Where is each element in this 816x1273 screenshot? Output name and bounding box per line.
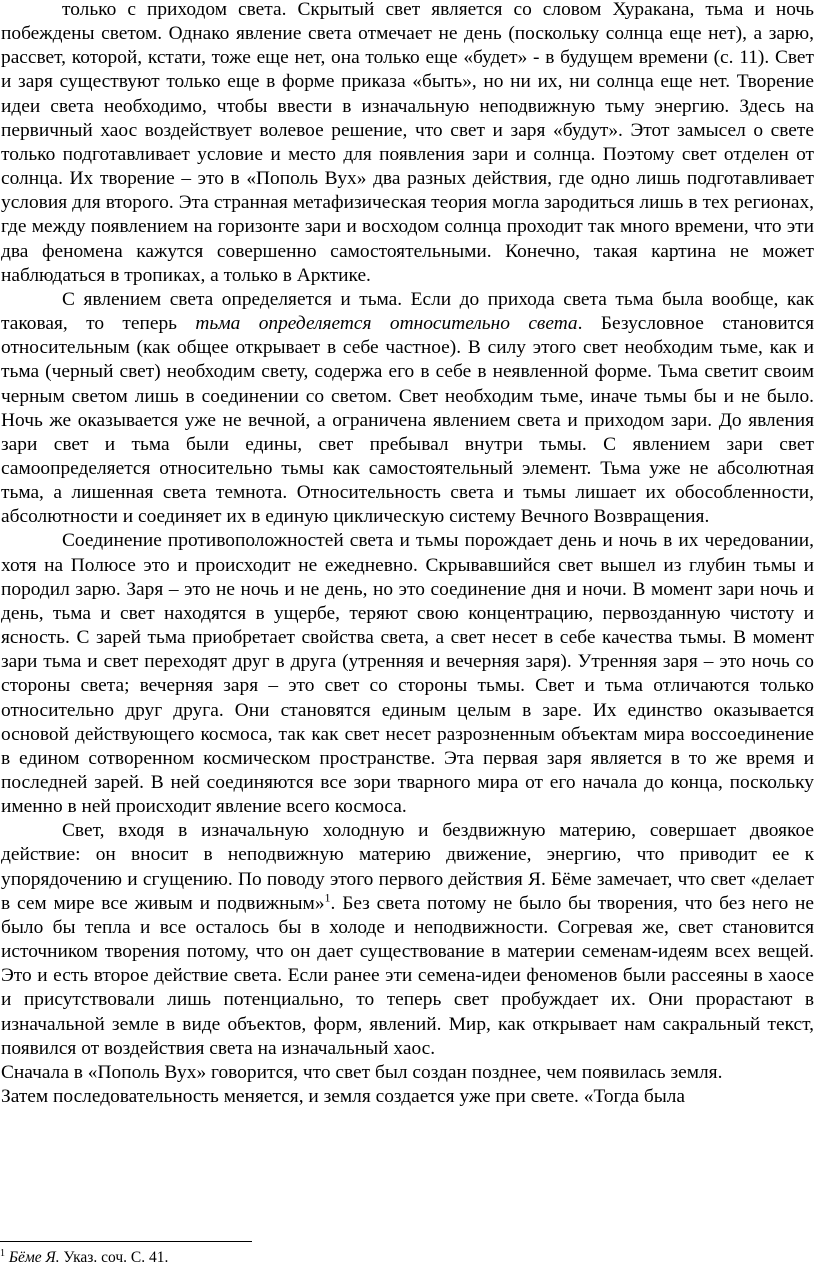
paragraph-6: Затем последовательность меняется, и земля создается уже при свете. «Тогда была bbox=[1, 1086, 686, 1108]
paragraph-2-italic: тьма определяется относительно света bbox=[195, 313, 578, 335]
paragraph-2-text-b: . Безусловное становится относительным (как общее открывает в себе частное). В силу этого свет необходим тьме, как и тьма (черный свет) необходим свету, содержа его в себе в неявленной форме. Тьма светит своим черным светом лишь в соединении со светом. Свет необходим тьме, иначе тьмы бы и не было. Ночь же оказывается уже не вечной, а ограничена явлением света и приходом зари. До явления зари свет и тьма были едины, свет пребывал внутри тьмы. С явлением зари свет самоопределяется относительно тьмы как самостоятельный элемент. Тьма уже не абсолютная тьма, а лишенная света темнота. Относительность света и тьмы лишает их обособленности, абсолютности и соединяет их в единую циклическую систему Вечного Возвращения. bbox=[1, 313, 815, 528]
paragraph-4-text-a: Свет, входя в изначальную холодную и бездвижную материю, совершает двоякое действие: он вносит в неподвижную материю движение, энергию, что приводит ее к упорядочению и сгущению. По поводу этого первого действия Я. Бёме замечает, что свет «делает в сем мире все живым и подвижным» bbox=[1, 820, 814, 914]
paragraph-4 bbox=[1, 819, 814, 1061]
paragraph-3: Соединение противоположностей света и тьмы порождает день и ночь в их чередовании, хотя на Полюсе это и происходит не ежедневно. Скрывавшийся свет вышел из глубин тьмы и породил зарю. Заря – это не ночь и не день, но это соединение дня и ночи. В момент зари ночь и день, тьма и свет находятся в ущербе, теряют свою концентрацию, первозданную чистоту и ясность. С зарей тьма приобретает свойства света, а свет несет в себе качества тьмы. В момент зари тьма и свет переходят друг в друга (утренняя и вечерняя заря). Утренняя заря – это ночь со стороны света; вечерняя заря – это свет со стороны тьмы. Свет и тьма отличаются только относительно друг друга. Они становятся единым целым в заре. Их единство оказывается основой действующего космоса, так как свет несет разрозненным объектам мира воссоединение в едином сотворенном космическом пространстве. Эта первая заря является в то же время и последней зарей. В ней соединяются все зори тварного мира от его начала до конца, поскольку именно в ней происходит явление всего космоса. bbox=[1, 530, 814, 818]
footnote-author: Бёме Я. bbox=[8, 1249, 60, 1266]
paragraph-2-text-a: С явлением света определяется и тьма. Если до прихода света тьма была вообще, как таковая, то теперь bbox=[1, 288, 814, 335]
footnote-separator bbox=[0, 1241, 252, 1242]
footnote-reference[interactable]: 1 bbox=[324, 890, 331, 905]
paragraph-5: Сначала в «Пополь Вух» говорится, что свет был создан позднее, чем появилась земля. bbox=[1, 1061, 723, 1083]
paragraph-1: только с приходом света. Скрытый свет является со словом Хуракана, тьма и ночь побеждены светом. Однако явление света отмечает не день (поскольку солнца еще нет), а зарю, рассвет, которой, кстати, тоже еще нет, она только еще «будет» - в будущем времени (с. 11). Свет и заря существуют только еще в форме приказа «быть», но ни их, ни солнца еще нет. Творение идеи света необходимо, чтобы ввести в изначальную неподвижную тьму энергию. Здесь на первичный хаос воздействует волевое решение, что свет и заря «будут». Этот замысел о свете только подготавливает условие и место для появления зари и солнца. Поэтому свет отделен от солнца. Их творение – это в «Пополь Вух» два разных действия, где одно лишь подготавливает условия для второго. Эта странная метафизическая теория могла зародиться лишь в тех регионах, где между появлением на горизонте зари и восходом солнца проходит так много времени, что эти два феномена кажутся совершенно самостоятельными. Конечно, такая картина не может наблюдаться в тропиках, а только в Арктике. bbox=[1, 0, 814, 286]
paragraph-4-text-b: . Без света потому не было бы творения, что без него не было бы тепла и все осталось бы в холоде и неподвижности. Согревая же, свет становится источником творения потому, что он дает существование в материи семенам-идеям всех вещей. Это и есть второе действие света. Если ранее эти семена-идеи феноменов были рассеяны в хаосе и присутствовали лишь потенциально, то теперь свет пробуждает их. Они прорастают в изначальной земле в виде объектов, форм, явлений. Мир, как открывает нам сакральный текст, появился от воздействия света на изначальный хаос. bbox=[1, 892, 814, 1059]
footnote-marker: 1 bbox=[0, 1247, 5, 1259]
footnote-text: Указ. соч. С. 41. bbox=[59, 1249, 169, 1266]
body-text bbox=[1, 0, 814, 1109]
footnote bbox=[0, 1248, 168, 1268]
paragraph-2 bbox=[1, 288, 814, 530]
